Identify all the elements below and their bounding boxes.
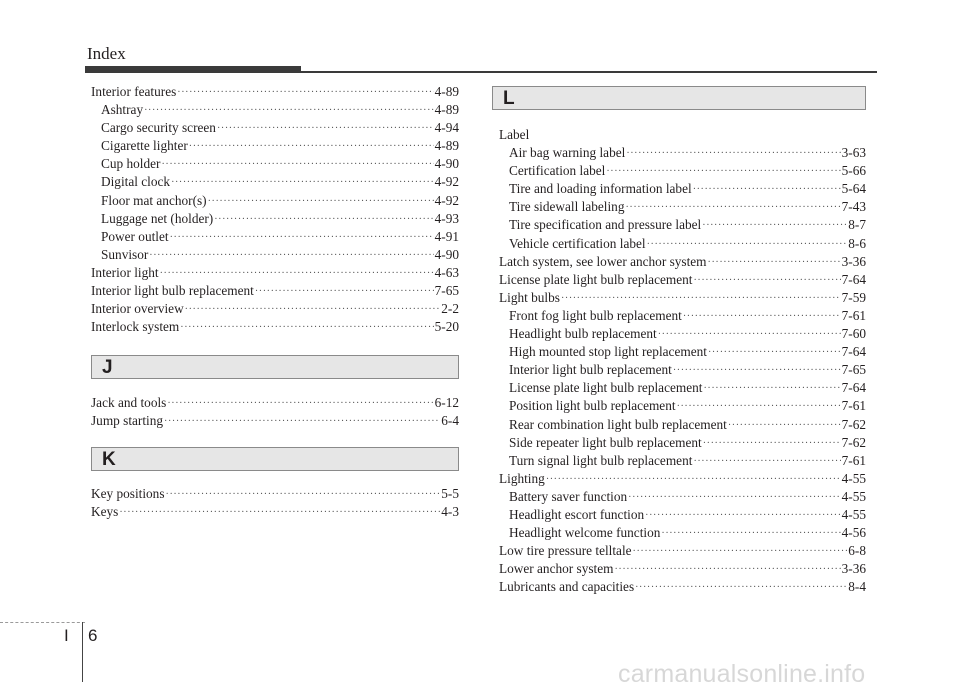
entry-page: 3-63 bbox=[841, 145, 866, 161]
entry-text: Tire specification and pressure label bbox=[509, 217, 702, 233]
entry-text: Interior light bulb replacement bbox=[91, 283, 254, 299]
dot-leader bbox=[161, 156, 433, 174]
entry-page: 6-12 bbox=[434, 395, 459, 410]
entry-page: 4-55 bbox=[841, 470, 866, 486]
dot-leader bbox=[255, 283, 434, 301]
index-entry bbox=[91, 192, 459, 210]
header-rule-thin bbox=[300, 71, 877, 73]
entry-text: Vehicle certification label bbox=[509, 235, 646, 251]
watermark: carmanualsonline.info bbox=[618, 660, 866, 688]
dot-leader bbox=[661, 525, 840, 543]
entry-page: 4-89 bbox=[434, 84, 459, 99]
dot-leader bbox=[693, 181, 841, 199]
entry-text: Rear combination light bulb replacement bbox=[509, 416, 727, 432]
entry-page: 4-90 bbox=[434, 246, 459, 262]
entry-page: 7-61 bbox=[841, 398, 866, 414]
entry-text: Interlock system bbox=[91, 319, 180, 335]
entry-page: 7-43 bbox=[841, 199, 866, 215]
index-entry bbox=[499, 578, 866, 596]
dot-leader bbox=[214, 211, 433, 229]
dot-leader bbox=[606, 163, 840, 181]
index-entry bbox=[91, 300, 459, 318]
entry-text: Keys bbox=[91, 504, 119, 520]
dot-leader bbox=[702, 217, 847, 235]
entry-page: 6-4 bbox=[441, 413, 459, 429]
dot-leader bbox=[645, 507, 840, 525]
index-entry bbox=[499, 434, 866, 452]
section-header-l bbox=[492, 86, 866, 110]
index-entry bbox=[499, 126, 866, 144]
index-entry bbox=[499, 289, 866, 307]
entry-text: Latch system, see lower anchor system bbox=[499, 253, 707, 269]
entry-text: Jump starting bbox=[91, 413, 164, 429]
entry-page: 7-64 bbox=[841, 380, 866, 396]
dot-leader bbox=[677, 398, 841, 416]
page-title: Index bbox=[87, 44, 126, 63]
dot-leader bbox=[180, 319, 433, 337]
dot-leader bbox=[728, 417, 841, 435]
entry-page: 8-4 bbox=[848, 579, 866, 595]
index-entry bbox=[499, 198, 866, 216]
index-entry bbox=[91, 485, 459, 503]
index-group-l bbox=[499, 126, 866, 596]
entry-text: Low tire pressure telltale bbox=[499, 543, 632, 559]
entry-page: 8-7 bbox=[848, 217, 866, 233]
entry-text: Side repeater light bulb replacement bbox=[509, 434, 702, 450]
entry-text: Air bag warning label bbox=[509, 145, 626, 161]
entry-text: Turn signal light bulb replacement bbox=[509, 452, 693, 468]
entry-text: Lubricants and capacities bbox=[499, 579, 635, 595]
entry-text: Sunvisor bbox=[101, 246, 149, 262]
index-entry bbox=[499, 542, 866, 560]
dot-leader bbox=[164, 413, 440, 431]
entry-page: 7-62 bbox=[841, 416, 866, 432]
index-entry bbox=[499, 180, 866, 198]
index-entry bbox=[499, 506, 866, 524]
index-entry bbox=[499, 379, 866, 397]
index-entry bbox=[91, 282, 459, 300]
entry-text: Cup holder bbox=[101, 156, 161, 172]
index-entry bbox=[499, 343, 866, 361]
dot-leader bbox=[708, 344, 841, 362]
section-letter: L bbox=[503, 88, 515, 109]
entry-text: Interior overview bbox=[91, 301, 184, 317]
index-group-k bbox=[91, 485, 459, 521]
entry-page: 4-3 bbox=[441, 504, 459, 520]
dot-leader bbox=[658, 326, 841, 344]
index-entry bbox=[499, 307, 866, 325]
entry-text: Luggage net (holder) bbox=[101, 210, 214, 226]
dot-leader bbox=[693, 272, 840, 290]
entry-page: 5-5 bbox=[441, 486, 459, 501]
index-entry bbox=[91, 173, 459, 191]
entry-page: 7-60 bbox=[841, 326, 866, 342]
dot-leader bbox=[171, 174, 434, 192]
entry-page: 3-36 bbox=[841, 561, 866, 577]
dot-leader bbox=[673, 362, 841, 380]
entry-text: Label bbox=[499, 127, 530, 142]
dot-leader bbox=[625, 199, 840, 217]
index-entry bbox=[499, 162, 866, 180]
entry-page: 7-61 bbox=[841, 452, 866, 468]
section-letter: J bbox=[102, 357, 113, 378]
section-letter: K bbox=[102, 449, 116, 470]
index-entry bbox=[499, 271, 866, 289]
footer-section-letter: I bbox=[64, 626, 69, 645]
dot-leader bbox=[160, 265, 434, 283]
dot-leader bbox=[693, 453, 840, 471]
entry-page: 4-89 bbox=[434, 102, 459, 118]
entry-text: Lighting bbox=[499, 470, 545, 486]
entry-page: 4-55 bbox=[841, 488, 866, 504]
index-entry bbox=[499, 361, 866, 379]
footer-rule bbox=[0, 622, 85, 624]
entry-text: Key positions bbox=[91, 486, 165, 501]
entry-page: 4-55 bbox=[841, 506, 866, 522]
index-entry bbox=[91, 228, 459, 246]
entry-text: Tire and loading information label bbox=[509, 181, 692, 197]
index-entry bbox=[91, 101, 459, 119]
entry-page: 7-64 bbox=[841, 271, 866, 287]
entry-page: 3-36 bbox=[841, 253, 866, 269]
index-group-j bbox=[91, 394, 459, 430]
entry-text: Interior features bbox=[91, 84, 177, 99]
dot-leader bbox=[166, 486, 441, 504]
entry-page: 4-92 bbox=[434, 174, 459, 190]
entry-page: 4-91 bbox=[434, 228, 459, 244]
dot-leader bbox=[177, 84, 433, 102]
header-rule-thick bbox=[85, 66, 301, 73]
entry-page: 6-8 bbox=[848, 543, 866, 559]
entry-text: Interior light bulb replacement bbox=[509, 362, 672, 378]
entry-text: Digital clock bbox=[101, 174, 171, 190]
dot-leader bbox=[217, 120, 434, 138]
dot-leader bbox=[647, 236, 848, 254]
entry-page: 8-6 bbox=[848, 235, 866, 251]
dot-leader bbox=[703, 380, 840, 398]
index-entry bbox=[499, 470, 866, 488]
entry-text: Headlight welcome function bbox=[509, 525, 661, 541]
entry-text: Position light bulb replacement bbox=[509, 398, 676, 414]
dot-leader bbox=[149, 247, 433, 265]
entry-text: Tire sidewall labeling bbox=[509, 199, 625, 215]
entry-text: Certification label bbox=[509, 163, 606, 179]
index-entry bbox=[499, 524, 866, 542]
index-entry bbox=[499, 216, 866, 234]
entry-text: Interior light bbox=[91, 264, 159, 280]
section-header-k bbox=[91, 447, 459, 471]
dot-leader bbox=[185, 301, 441, 319]
index-entry bbox=[499, 253, 866, 271]
index-entry bbox=[91, 210, 459, 228]
entry-page: 7-61 bbox=[841, 307, 866, 323]
entry-page: 4-56 bbox=[841, 525, 866, 541]
index-entry bbox=[499, 144, 866, 162]
dot-leader bbox=[703, 435, 841, 453]
index-entry bbox=[499, 488, 866, 506]
dot-leader bbox=[683, 308, 841, 326]
entry-text: Cigarette lighter bbox=[101, 138, 188, 154]
dot-leader bbox=[546, 471, 841, 489]
entry-text: Front fog light bulb replacement bbox=[509, 307, 682, 323]
entry-page: 7-65 bbox=[841, 362, 866, 378]
index-entry bbox=[499, 235, 866, 253]
dot-leader bbox=[561, 290, 841, 308]
entry-text: Floor mat anchor(s) bbox=[101, 192, 207, 208]
entry-page: 4-63 bbox=[434, 264, 459, 280]
dot-leader bbox=[189, 138, 434, 156]
entry-page: 7-64 bbox=[841, 344, 866, 360]
entry-text: Ashtray bbox=[101, 102, 144, 118]
dot-leader bbox=[208, 193, 434, 211]
index-entry bbox=[91, 83, 459, 101]
index-entry bbox=[91, 412, 459, 430]
entry-page: 4-89 bbox=[434, 138, 459, 154]
index-entry bbox=[499, 325, 866, 343]
entry-page: 4-94 bbox=[434, 120, 459, 136]
entry-text: High mounted stop light replacement bbox=[509, 344, 707, 360]
index-entry bbox=[91, 394, 459, 412]
entry-page: 7-59 bbox=[841, 289, 866, 305]
entry-page: 5-64 bbox=[841, 181, 866, 197]
entry-text: License plate light bulb replacement bbox=[499, 271, 693, 287]
dot-leader bbox=[167, 395, 433, 413]
entry-text: Jack and tools bbox=[91, 395, 167, 410]
dot-leader bbox=[708, 254, 841, 272]
footer-page-number: 6 bbox=[88, 626, 98, 645]
index-entry bbox=[91, 318, 459, 336]
dot-leader bbox=[144, 102, 434, 120]
dot-leader bbox=[170, 229, 434, 247]
entry-page: 5-66 bbox=[841, 163, 866, 179]
index-entry bbox=[91, 246, 459, 264]
entry-text: Headlight escort function bbox=[509, 506, 645, 522]
dot-leader bbox=[119, 504, 440, 522]
index-group-i bbox=[91, 83, 459, 336]
section-header-j bbox=[91, 355, 459, 379]
entry-text: Battery saver function bbox=[509, 488, 628, 504]
footer-divider bbox=[82, 622, 83, 682]
dot-leader bbox=[635, 579, 847, 597]
index-entry bbox=[499, 397, 866, 415]
entry-page: 7-62 bbox=[841, 434, 866, 450]
index-entry bbox=[91, 119, 459, 137]
index-entry bbox=[91, 137, 459, 155]
index-entry bbox=[91, 264, 459, 282]
index-entry bbox=[499, 452, 866, 470]
entry-text: License plate light bulb replacement bbox=[509, 380, 703, 396]
entry-page: 4-90 bbox=[434, 156, 459, 172]
entry-text: Power outlet bbox=[101, 228, 169, 244]
entry-page: 5-20 bbox=[434, 319, 459, 335]
index-entry bbox=[91, 503, 459, 521]
dot-leader bbox=[614, 561, 840, 579]
entry-text: Light bulbs bbox=[499, 289, 560, 305]
entry-page: 7-65 bbox=[434, 283, 459, 299]
entry-page: 4-93 bbox=[434, 210, 459, 226]
index-entry bbox=[91, 155, 459, 173]
entry-text: Lower anchor system bbox=[499, 561, 614, 577]
index-entry bbox=[499, 560, 866, 578]
index-entry bbox=[499, 416, 866, 434]
entry-page: 2-2 bbox=[441, 301, 459, 317]
dot-leader bbox=[633, 543, 848, 561]
entry-page: 4-92 bbox=[434, 192, 459, 208]
entry-text: Cargo security screen bbox=[101, 120, 216, 136]
entry-text: Headlight bulb replacement bbox=[509, 326, 657, 342]
dot-leader bbox=[628, 489, 840, 507]
dot-leader bbox=[626, 145, 840, 163]
